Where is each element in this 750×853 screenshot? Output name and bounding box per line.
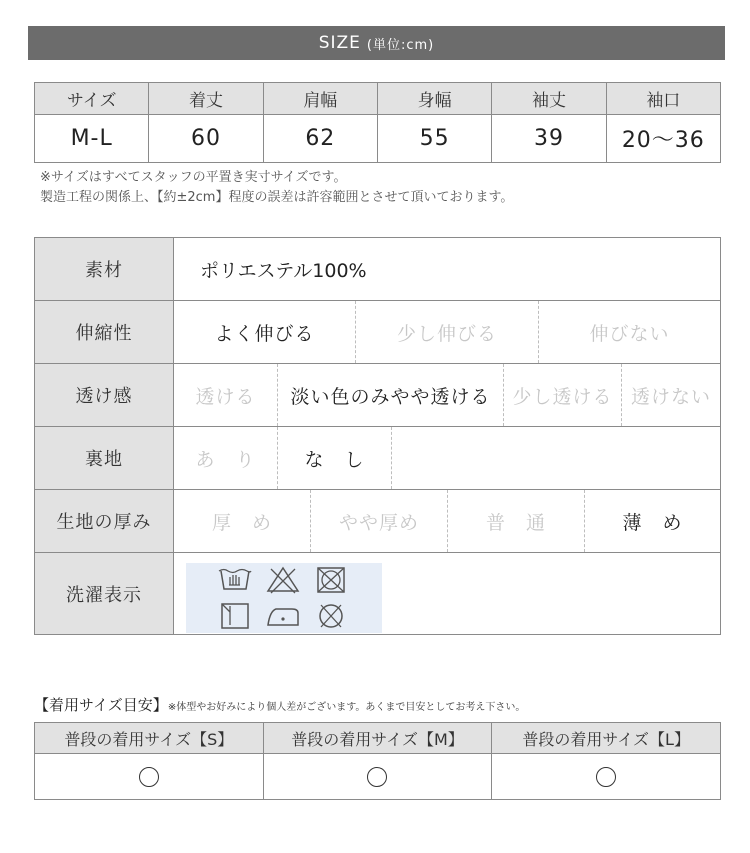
lining-option-no: な し [278, 427, 392, 489]
size-guide-header-l: 普段の着用サイズ【L】 [492, 723, 721, 754]
material-value: ポリエステル100% [200, 259, 367, 282]
sheer-row [35, 364, 720, 427]
thickness-option-normal: 普 通 [448, 490, 585, 552]
size-table-header-row [35, 83, 721, 115]
size-header-bar [28, 26, 725, 60]
lining-row [35, 427, 720, 490]
lining-label: 裏地 [35, 427, 174, 489]
size-unit: (単位:cm) [366, 37, 435, 53]
laundry-row [35, 553, 720, 634]
size-value-size: M-L [35, 115, 149, 163]
size-value-cuff: 20〜36 [606, 115, 720, 163]
size-table-row [35, 115, 721, 163]
size-value-chest: 55 [377, 115, 491, 163]
material-label: 素材 [35, 238, 174, 300]
size-guide-title [34, 694, 525, 715]
size-value-shoulder: 62 [263, 115, 377, 163]
stretch-row [35, 301, 720, 364]
circle-mark-icon [367, 767, 387, 787]
size-value-length: 60 [149, 115, 263, 163]
lining-empty [392, 427, 720, 489]
sheer-option-slightly: 少し透ける [504, 364, 622, 426]
size-guide-heading: 【着用サイズ目安】 [34, 696, 168, 714]
sheer-option-sheer: 透ける [174, 364, 278, 426]
thickness-option-thick: 厚 め [174, 490, 311, 552]
line-dry-shade-icon [216, 601, 254, 631]
laundry-label: 洗濯表示 [35, 553, 174, 634]
thickness-option-thin: 薄 め [622, 511, 683, 534]
size-header-chest: 身幅 [377, 83, 491, 115]
sheer-option-not-sheer: 透けない [630, 385, 711, 408]
stretch-label: 伸縮性 [35, 301, 174, 363]
size-header-shoulder: 肩幅 [263, 83, 377, 115]
iron-low-icon [264, 601, 302, 631]
size-guide-note: ※体型やお好みにより個人差がございます。あくまで目安としてお考え下さい。 [167, 702, 526, 713]
sheer-option-light-colors: 淡い色のみやや透ける [278, 364, 504, 426]
circle-mark-icon [139, 767, 159, 787]
size-guide-row [35, 754, 721, 800]
size-guide-header-row [35, 723, 721, 754]
material-table [34, 237, 721, 635]
size-header-size: サイズ [35, 83, 149, 115]
stretch-option-high: よく伸びる [174, 301, 356, 363]
laundry-symbols [186, 563, 382, 633]
size-guide-table [34, 722, 721, 800]
size-value-sleeve: 39 [492, 115, 606, 163]
size-note-line: ※サイズはすべてスタッフの平置き実寸サイズです。 [40, 170, 347, 185]
no-dry-clean-icon [312, 601, 350, 631]
thickness-option-slightly-thick: やや厚め [311, 490, 448, 552]
hand-wash-icon [216, 565, 254, 595]
size-title: SIZE [318, 33, 361, 53]
lining-option-yes: あ り [174, 427, 278, 489]
size-table [34, 82, 721, 163]
size-header-length: 着丈 [149, 83, 263, 115]
sheer-label: 透け感 [35, 364, 174, 426]
material-row [35, 238, 720, 301]
size-guide-header-s: 普段の着用サイズ【S】 [35, 723, 264, 754]
size-header-sleeve: 袖丈 [492, 83, 606, 115]
circle-mark-icon [596, 767, 616, 787]
no-bleach-icon [264, 565, 302, 595]
size-guide-header-m: 普段の着用サイズ【M】 [263, 723, 492, 754]
no-tumble-dry-icon [312, 565, 350, 595]
size-notes [40, 168, 513, 208]
thickness-label: 生地の厚み [35, 490, 174, 552]
stretch-option-none: 伸びない [589, 322, 670, 345]
size-note-line: 製造工程の関係上、【約±2cm】程度の誤差は許容範囲とさせて頂いております。 [40, 190, 514, 205]
thickness-row [35, 490, 720, 553]
stretch-option-some: 少し伸びる [356, 301, 539, 363]
size-header-cuff: 袖口 [606, 83, 720, 115]
